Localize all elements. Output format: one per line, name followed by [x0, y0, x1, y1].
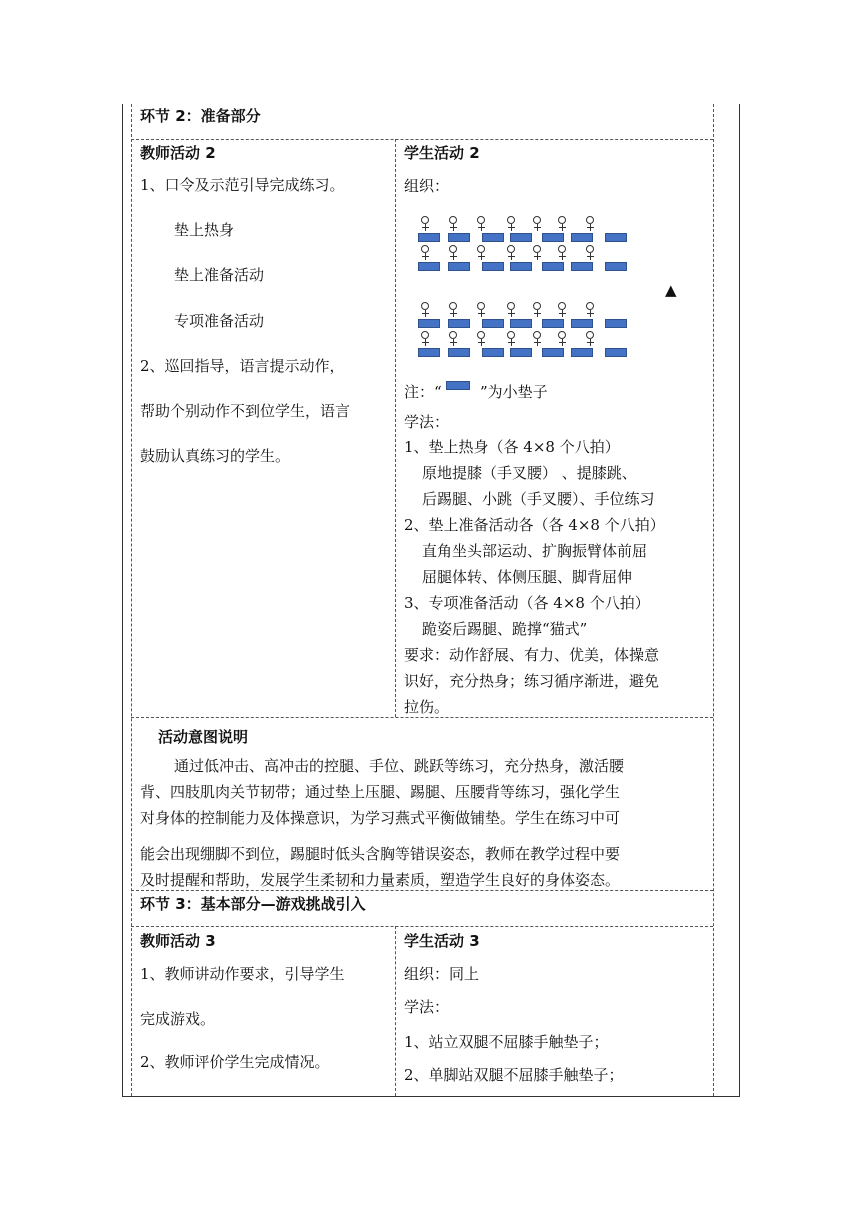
student-icon	[557, 216, 567, 232]
mat-icon	[510, 233, 532, 242]
mat-icon	[418, 262, 440, 271]
mat-icon	[605, 348, 627, 357]
student-icon	[420, 331, 430, 347]
mat-icon	[571, 348, 593, 357]
mat-icon	[418, 319, 440, 328]
student-icon	[532, 245, 542, 261]
column-divider	[395, 139, 396, 717]
student-icon	[448, 216, 458, 232]
teacher-step-1-cont: 完成游戏。	[140, 1010, 216, 1028]
student-icon	[506, 245, 516, 261]
section-title: 环节 2：准备部分	[140, 107, 261, 125]
requirement-text: 拉伤。	[404, 698, 450, 716]
mat-icon	[605, 262, 627, 271]
teacher-item-warmup: 垫上热身	[174, 221, 235, 239]
intent-paragraph-line: 及时提醒和帮助，发展学生柔韧和力量素质，塑造学生良好的身体姿态。	[140, 871, 621, 889]
method-detail: 跪姿后踢腿、跪撑“猫式”	[422, 620, 588, 638]
method-item: 1、站立双腿不屈膝手触垫子；	[404, 1033, 609, 1051]
mat-icon	[605, 319, 627, 328]
mat-icon	[448, 262, 470, 271]
student-icon	[585, 216, 595, 232]
student-icon	[532, 302, 542, 318]
mat-icon	[448, 319, 470, 328]
student-activity-heading: 学生活动 3	[404, 932, 480, 950]
method-detail: 原地提膝（手叉腰） 、提膝跳、	[422, 464, 637, 482]
mat-icon	[571, 262, 593, 271]
row-divider	[131, 139, 713, 140]
student-icon	[585, 302, 595, 318]
teacher-step-1: 1、教师讲动作要求，引导学生	[140, 965, 345, 983]
mat-icon	[418, 348, 440, 357]
organization-label: 组织：	[404, 177, 450, 195]
intent-paragraph-line: 能会出现绷脚不到位，踢腿时低头含胸等错误姿态，教师在教学过程中要	[140, 845, 621, 863]
intent-paragraph-line: 对身体的控制能力及体操意识，为学习燕式平衡做铺垫。学生在练习中可	[140, 809, 621, 827]
mat-icon	[482, 319, 504, 328]
section-title: 环节 3：基本部分—游戏挑战引入	[140, 895, 366, 913]
student-icon	[557, 302, 567, 318]
row-divider	[131, 890, 713, 891]
mat-icon	[510, 348, 532, 357]
student-icon	[420, 302, 430, 318]
method-label: 学法：	[404, 998, 450, 1016]
student-icon	[506, 216, 516, 232]
mat-note-suffix: ”为小垫子	[480, 383, 548, 401]
teacher-step-2-cont: 帮助个别动作不到位学生，语言	[140, 402, 351, 420]
student-icon	[476, 302, 486, 318]
row-divider	[131, 926, 713, 927]
mat-icon	[510, 262, 532, 271]
student-icon	[532, 331, 542, 347]
table-inner-left-border	[131, 104, 132, 1096]
method-detail: 后踢腿、小跳（手叉腰）、手位练习	[422, 490, 655, 508]
mat-icon	[482, 233, 504, 242]
teacher-step-1: 1、口令及示范引导完成练习。	[140, 176, 345, 194]
teacher-step-2: 2、教师评价学生完成情况。	[140, 1053, 330, 1071]
teacher-step-2-cont: 鼓励认真练习的学生。	[140, 447, 291, 465]
mat-icon	[542, 233, 564, 242]
teacher-item-special: 专项准备活动	[174, 312, 265, 330]
teacher-item-prep: 垫上准备活动	[174, 266, 265, 284]
requirement-text: 要求：动作舒展、有力、优美，体操意	[404, 646, 660, 664]
student-icon	[585, 245, 595, 261]
method-item: 3、专项准备活动（各 4×8 个八拍）	[404, 594, 650, 612]
mat-icon	[482, 348, 504, 357]
mat-icon	[418, 233, 440, 242]
student-icon	[532, 216, 542, 232]
mat-icon	[448, 233, 470, 242]
mat-icon	[542, 319, 564, 328]
student-icon	[476, 331, 486, 347]
organization-text: 组织：同上	[404, 965, 480, 983]
mat-note-prefix: 注：“	[404, 383, 442, 401]
row-divider	[131, 717, 713, 718]
mat-icon	[448, 348, 470, 357]
student-icon	[476, 245, 486, 261]
student-icon	[557, 331, 567, 347]
mat-icon	[482, 262, 504, 271]
mat-icon	[571, 233, 593, 242]
student-icon	[420, 245, 430, 261]
student-activity-heading: 学生活动 2	[404, 144, 480, 162]
mat-icon	[542, 262, 564, 271]
student-icon	[476, 216, 486, 232]
student-icon	[448, 245, 458, 261]
method-item: 2、单脚站双腿不屈膝手触垫子；	[404, 1066, 624, 1084]
intent-paragraph-line: 背、四肢肌肉关节韧带；通过垫上压腿、踢腿、压腰背等练习，强化学生	[140, 783, 621, 801]
mat-icon	[542, 348, 564, 357]
method-label: 学法：	[404, 413, 450, 431]
teacher-position-marker: ▲	[665, 281, 677, 299]
method-item: 2、垫上准备活动各（各 4×8 个八拍）	[404, 516, 665, 534]
teacher-step-2: 2、巡回指导，语言提示动作，	[140, 357, 345, 375]
method-detail: 直角坐头部运动、扩胸振臂体前屈	[422, 542, 648, 560]
column-divider	[395, 926, 396, 1096]
mat-icon	[605, 233, 627, 242]
table-inner-right-border	[713, 104, 714, 1096]
requirement-text: 识好，充分热身；练习循序渐进，避免	[404, 672, 660, 690]
mat-legend-icon	[446, 381, 470, 390]
intent-heading: 活动意图说明	[158, 728, 249, 746]
student-icon	[506, 331, 516, 347]
student-icon	[448, 302, 458, 318]
student-icon	[506, 302, 516, 318]
student-icon	[420, 216, 430, 232]
method-detail: 屈腿体转、体侧压腿、脚背屈伸	[422, 568, 633, 586]
student-icon	[448, 331, 458, 347]
teacher-activity-heading: 教师活动 2	[140, 144, 216, 162]
student-icon	[557, 245, 567, 261]
teacher-activity-heading: 教师活动 3	[140, 932, 216, 950]
mat-icon	[571, 319, 593, 328]
mat-icon	[510, 319, 532, 328]
method-item: 1、垫上热身（各 4×8 个八拍）	[404, 438, 620, 456]
intent-paragraph-line: 通过低冲击、高冲击的控腿、手位、跳跃等练习，充分热身，激活腰	[174, 757, 625, 775]
student-icon	[585, 331, 595, 347]
